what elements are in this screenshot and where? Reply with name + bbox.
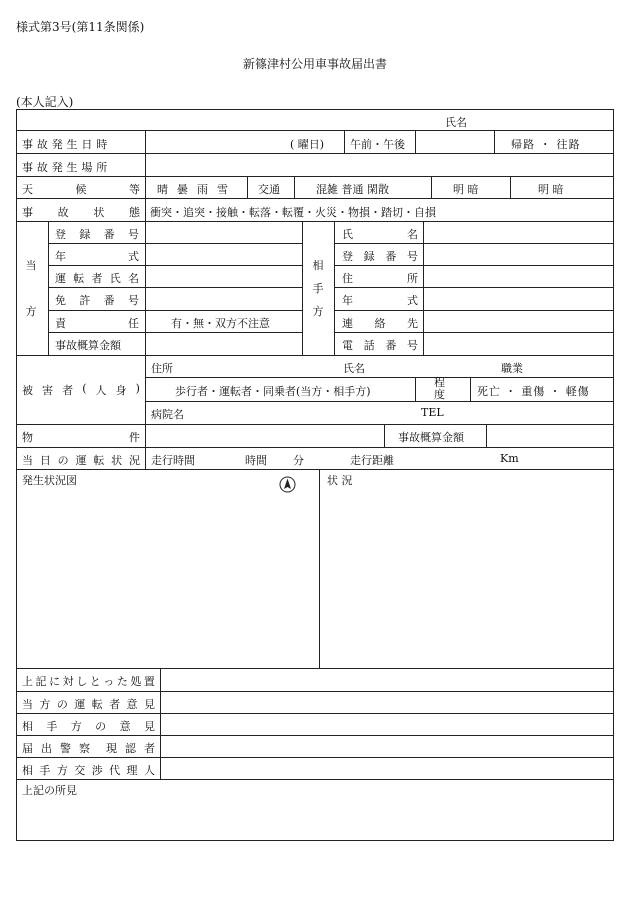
victim-kind-options: 歩行者・運転者・同乗者(当方・相手方) (175, 385, 371, 398)
driving-label: 当 日 の 運 転 状 況 (22, 454, 140, 467)
our-responsibility-label: 責 任 (55, 317, 139, 330)
degree-label-1: 程 (434, 376, 445, 389)
weather-label: 天 候 等 (22, 183, 140, 196)
other-side-label-3: 方 (312, 305, 324, 318)
situation-label: 状 況 (327, 474, 353, 487)
other-name-label: 氏 名 (342, 228, 418, 241)
diagram-label: 発生状況図 (22, 474, 77, 487)
our-amount-label: 事故概算金額 (55, 339, 121, 352)
our-model-year-label: 年 式 (55, 250, 139, 263)
victim-label: 被 害 者 ( 人 身 ) (22, 382, 140, 397)
date-dow: ( 曜日) (290, 138, 325, 151)
other-contact-label: 連 絡 先 (342, 317, 418, 330)
our-side-label-2: 方 (25, 305, 37, 318)
distance-label: 走行距離 (350, 454, 394, 467)
north-compass-icon (279, 476, 296, 496)
action-taken-label: 上 記 に 対 し と っ た 処 置 (22, 675, 155, 688)
our-driver-name-label: 運 転 者 氏 名 (55, 272, 139, 285)
date-label: 事故発生日時 (22, 138, 112, 151)
our-license-label: 免 許 番 号 (55, 294, 139, 307)
place-label: 事故発生場所 (22, 161, 112, 174)
driving-time-label: 走行時間 (151, 454, 195, 467)
state-options: 衝突・追突・接触・転落・転覆・火災・物損・踏切・自損 (150, 206, 436, 219)
traffic-options: 混雑 普通 閑散 (316, 183, 389, 196)
minutes-label: 分 (293, 454, 304, 467)
remarks-label: 上記の所見 (22, 784, 77, 797)
other-side-label-2: 手 (312, 282, 324, 295)
our-reg-no-label: 登 録 番 号 (55, 228, 139, 241)
form-title: 新篠津村公用車事故届出書 (242, 57, 387, 71)
degree-label-2: 度 (434, 388, 445, 401)
route-option: 帰路 ・ 往路 (511, 138, 581, 151)
ampm-option: 午前・午後 (350, 138, 405, 151)
applicant-name-label: 氏名 (445, 116, 467, 129)
victim-name-label: 氏名 (343, 362, 365, 375)
author-note: (本人記入) (16, 95, 74, 109)
victim-address-label: 住所 (151, 362, 173, 375)
other-reg-no-label: 登 録 番 号 (342, 250, 418, 263)
other-side-label-1: 相 (312, 259, 324, 272)
driver-opinion-label: 当 方 の 運 転 者 意 見 (22, 698, 155, 711)
responsibility-options: 有・無・双方不注意 (171, 317, 270, 330)
km-unit: Km (500, 452, 519, 465)
state-label: 事 故 状 態 (22, 206, 140, 219)
tel-label: TEL (421, 406, 444, 419)
hospital-label: 病院名 (151, 408, 184, 421)
victim-occupation-label: 職業 (501, 362, 523, 375)
traffic-label: 交通 (258, 183, 280, 196)
other-address-label: 住 所 (342, 272, 418, 285)
police-witness-label: 届 出 警 察 現 認 者 (22, 742, 155, 755)
negotiator-label: 相 手 方 交 渉 代 理 人 (22, 764, 155, 777)
form-number: 様式第3号(第11条関係) (16, 20, 145, 34)
other-model-year-label: 年 式 (342, 294, 418, 307)
other-opinion-label: 相 手 方 の 意 見 (22, 720, 155, 733)
light-option-2: 明 暗 (538, 183, 564, 196)
property-amount-label: 事故概算金額 (398, 431, 464, 444)
our-side-label-1: 当 (25, 259, 37, 272)
light-option-1: 明 暗 (453, 183, 479, 196)
degree-options: 死亡 ・ 重傷 ・ 軽傷 (477, 385, 590, 398)
weather-options: 晴 曇 雨 雪 (157, 183, 231, 196)
hours-label: 時間 (245, 454, 267, 467)
other-phone-label: 電 話 番 号 (342, 339, 418, 352)
property-label: 物 件 (22, 431, 140, 444)
